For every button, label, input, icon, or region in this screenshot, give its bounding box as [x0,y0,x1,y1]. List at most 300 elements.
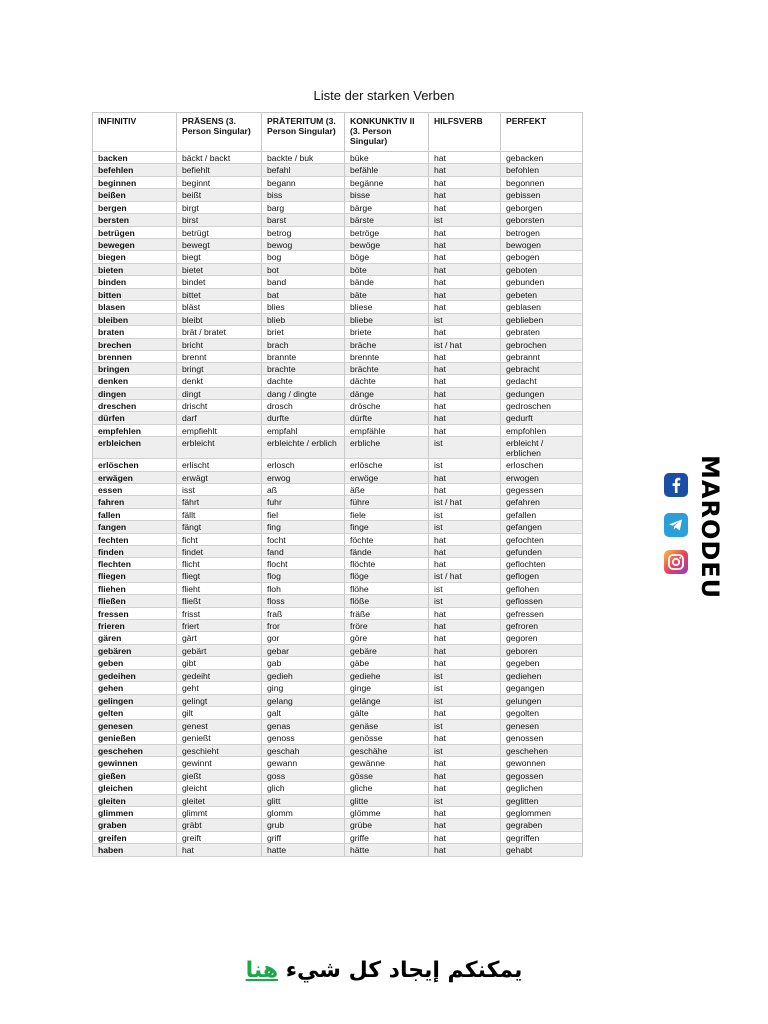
cell-infinitiv: fliegen [93,570,177,583]
cell-praesens: birst [177,214,262,227]
cell-konjunktiv: fände [345,545,429,558]
cell-perfekt: gegraben [501,819,583,832]
cell-hilfsverb: ist / hat [429,570,501,583]
cell-konjunktiv: bliese [345,301,429,314]
cell-hilfsverb: hat [429,782,501,795]
cell-praeteritum: gewann [262,757,345,770]
cell-perfekt: geblieben [501,313,583,326]
cell-praeteritum: barst [262,214,345,227]
cell-praesens: ficht [177,533,262,545]
cell-konjunktiv: befähle [345,164,429,177]
strong-verbs-table [92,112,583,857]
cell-hilfsverb: ist [429,694,501,707]
header-infinitiv: INFINITIV [93,113,177,152]
cell-praesens: brät / bratet [177,326,262,339]
cell-praesens: gibt [177,657,262,670]
table-row [93,669,583,682]
table-row [93,459,583,472]
cell-perfekt: gefochten [501,533,583,545]
cell-praeteritum: gab [262,657,345,670]
table-row [93,632,583,645]
cell-konjunktiv: dächte [345,375,429,388]
cell-konjunktiv: gediehe [345,669,429,682]
cell-hilfsverb: hat [429,375,501,388]
table-row [93,201,583,214]
cell-konjunktiv: finge [345,521,429,534]
table-row [93,152,583,164]
cell-konjunktiv: glömme [345,807,429,819]
table-row [93,263,583,276]
cell-praeteritum: bot [262,263,345,276]
table-row [93,412,583,425]
cell-praesens: gärt [177,632,262,645]
cell-hilfsverb: ist / hat [429,338,501,350]
cell-konjunktiv: dänge [345,387,429,400]
cell-praeteritum: empfahl [262,424,345,437]
cell-praesens: gleicht [177,782,262,795]
table-row [93,276,583,289]
cell-konjunktiv: flöhe [345,582,429,595]
cell-praeteritum: dachte [262,375,345,388]
cell-konjunktiv: genösse [345,732,429,745]
cell-konjunktiv: bärste [345,214,429,227]
cell-praeteritum: brachte [262,363,345,375]
cell-praesens: erwägt [177,471,262,483]
cell-praesens: bindet [177,276,262,289]
cell-praesens: gleitet [177,794,262,807]
cell-hilfsverb: ist [429,744,501,757]
cell-infinitiv: bitten [93,288,177,301]
cell-praesens: denkt [177,375,262,388]
cell-hilfsverb: hat [429,607,501,619]
cell-infinitiv: gehen [93,682,177,695]
cell-konjunktiv: hätte [345,844,429,857]
cell-praeteritum: galt [262,707,345,720]
cell-praeteritum: ging [262,682,345,695]
table-row [93,496,583,509]
cell-hilfsverb: hat [429,707,501,720]
cell-praeteritum: bog [262,251,345,264]
cell-konjunktiv: betröge [345,226,429,239]
cell-praeteritum: brach [262,338,345,350]
cell-infinitiv: geschehen [93,744,177,757]
cell-hilfsverb: hat [429,189,501,202]
cell-praesens: befiehlt [177,164,262,177]
table-row [93,595,583,608]
cell-infinitiv: backen [93,152,177,164]
cell-infinitiv: fressen [93,607,177,619]
cell-praesens: betrügt [177,226,262,239]
cell-infinitiv: fließen [93,595,177,608]
cell-perfekt: gefahren [501,496,583,509]
cell-praesens: gießt [177,769,262,782]
cell-konjunktiv: gewänne [345,757,429,770]
cell-infinitiv: essen [93,483,177,496]
cell-konjunktiv: grübe [345,819,429,832]
cell-praesens: gedeiht [177,669,262,682]
cell-perfekt: gewonnen [501,757,583,770]
banner-link[interactable]: هنا [245,958,279,983]
cell-praesens: frisst [177,607,262,619]
cell-praeteritum: blies [262,301,345,314]
cell-hilfsverb: hat [429,239,501,251]
cell-infinitiv: gären [93,632,177,645]
cell-konjunktiv: drösche [345,400,429,412]
cell-perfekt: erwogen [501,471,583,483]
cell-praesens: bleibt [177,313,262,326]
cell-infinitiv: befehlen [93,164,177,177]
cell-infinitiv: brennen [93,350,177,363]
cell-praesens: fängt [177,521,262,534]
cell-infinitiv: glimmen [93,807,177,819]
cell-infinitiv: fechten [93,533,177,545]
cell-konjunktiv: gäbe [345,657,429,670]
table-row [93,744,583,757]
cell-konjunktiv: ginge [345,682,429,695]
cell-hilfsverb: hat [429,807,501,819]
table-row [93,483,583,496]
table-row [93,471,583,483]
cell-konjunktiv: glitte [345,794,429,807]
table-row [93,437,583,459]
cell-perfekt: befohlen [501,164,583,177]
table-row [93,176,583,189]
table-row [93,313,583,326]
cell-praesens: isst [177,483,262,496]
cell-perfekt: gegolten [501,707,583,720]
cell-hilfsverb: ist [429,214,501,227]
cell-hilfsverb: hat [429,424,501,437]
cell-infinitiv: gewinnen [93,757,177,770]
cell-praesens: gewinnt [177,757,262,770]
instagram-icon[interactable] [664,550,688,574]
cell-hilfsverb: ist [429,582,501,595]
promo-banner [0,958,768,983]
cell-infinitiv: gelingen [93,694,177,707]
cell-perfekt: gediehen [501,669,583,682]
cell-konjunktiv: führe [345,496,429,509]
cell-praesens: bringt [177,363,262,375]
cell-infinitiv: fangen [93,521,177,534]
table-row [93,570,583,583]
cell-praeteritum: griff [262,831,345,844]
cell-perfekt: gebogen [501,251,583,264]
table-row [93,350,583,363]
cell-praesens: genest [177,719,262,732]
cell-infinitiv: bergen [93,201,177,214]
cell-infinitiv: erlöschen [93,459,177,472]
cell-perfekt: geboten [501,263,583,276]
telegram-icon[interactable] [664,513,688,537]
table-row [93,239,583,251]
table-row [93,508,583,521]
cell-praeteritum: backte / buk [262,152,345,164]
cell-infinitiv: bringen [93,363,177,375]
cell-hilfsverb: ist [429,794,501,807]
header-konjunktiv: KONKUNKTIV II (3. Person Singular) [345,113,429,152]
cell-perfekt: erbleicht / erblichen [501,437,583,459]
cell-praesens: friert [177,619,262,632]
cell-praeteritum: hatte [262,844,345,857]
table-row [93,533,583,545]
cell-hilfsverb: hat [429,363,501,375]
cell-praesens: bläst [177,301,262,314]
cell-perfekt: geglitten [501,794,583,807]
table-row [93,189,583,202]
cell-perfekt: gedurft [501,412,583,425]
cell-praeteritum: begann [262,176,345,189]
cell-hilfsverb: hat [429,326,501,339]
header-praeteritum: PRÄTERITUM (3. Person Singular) [262,113,345,152]
cell-praeteritum: gelang [262,694,345,707]
cell-konjunktiv: föchte [345,533,429,545]
cell-hilfsverb: ist [429,521,501,534]
cell-hilfsverb: hat [429,471,501,483]
cell-hilfsverb: hat [429,732,501,745]
cell-praeteritum: drosch [262,400,345,412]
table-row [93,619,583,632]
cell-infinitiv: blasen [93,301,177,314]
cell-infinitiv: geben [93,657,177,670]
cell-infinitiv: gebären [93,644,177,657]
cell-perfekt: gebunden [501,276,583,289]
cell-hilfsverb: hat [429,201,501,214]
cell-praeteritum: fiel [262,508,345,521]
cell-konjunktiv: flöchte [345,558,429,570]
cell-perfekt: geschehen [501,744,583,757]
cell-infinitiv: gedeihen [93,669,177,682]
cell-hilfsverb: hat [429,251,501,264]
document-title: Liste der starken Verben [313,88,455,103]
cell-hilfsverb: ist [429,508,501,521]
cell-praeteritum: gedieh [262,669,345,682]
cell-perfekt: begonnen [501,176,583,189]
cell-praeteritum: fraß [262,607,345,619]
cell-infinitiv: brechen [93,338,177,350]
cell-praeteritum: fror [262,619,345,632]
cell-konjunktiv: brächte [345,363,429,375]
table-row [93,719,583,732]
table-row [93,819,583,832]
cell-konjunktiv: böte [345,263,429,276]
cell-konjunktiv: gösse [345,769,429,782]
cell-praesens: erlischt [177,459,262,472]
cell-infinitiv: dreschen [93,400,177,412]
cell-praesens: gräbt [177,819,262,832]
cell-perfekt: gegoren [501,632,583,645]
table-row [93,682,583,695]
cell-hilfsverb: hat [429,164,501,177]
cell-perfekt: geflossen [501,595,583,608]
cell-infinitiv: beißen [93,189,177,202]
cell-infinitiv: genesen [93,719,177,732]
cell-praesens: darf [177,412,262,425]
table-row [93,707,583,720]
facebook-icon[interactable] [664,473,688,497]
cell-konjunktiv: dürfte [345,412,429,425]
cell-perfekt: erloschen [501,459,583,472]
table-row [93,694,583,707]
cell-praesens: gilt [177,707,262,720]
cell-perfekt: geborgen [501,201,583,214]
cell-perfekt: geflogen [501,570,583,583]
cell-konjunktiv: bärge [345,201,429,214]
cell-konjunktiv: bräche [345,338,429,350]
table-row [93,657,583,670]
cell-perfekt: gebacken [501,152,583,164]
cell-infinitiv: flechten [93,558,177,570]
cell-perfekt: empfohlen [501,424,583,437]
cell-infinitiv: genießen [93,732,177,745]
cell-konjunktiv: brennte [345,350,429,363]
table-row [93,558,583,570]
cell-praeteritum: goss [262,769,345,782]
cell-hilfsverb: ist [429,595,501,608]
cell-infinitiv: denken [93,375,177,388]
cell-hilfsverb: hat [429,558,501,570]
cell-infinitiv: graben [93,819,177,832]
cell-praesens: greift [177,831,262,844]
cell-perfekt: geborsten [501,214,583,227]
header-praesens: PRÄSENS (3. Person Singular) [177,113,262,152]
cell-perfekt: gegriffen [501,831,583,844]
table-row [93,387,583,400]
cell-hilfsverb: hat [429,819,501,832]
cell-hilfsverb: hat [429,152,501,164]
cell-praesens: flicht [177,558,262,570]
cell-infinitiv: beginnen [93,176,177,189]
cell-praeteritum: gebar [262,644,345,657]
cell-infinitiv: gleichen [93,782,177,795]
cell-praeteritum: glich [262,782,345,795]
cell-praesens: findet [177,545,262,558]
cell-praesens: empfiehlt [177,424,262,437]
cell-infinitiv: fliehen [93,582,177,595]
cell-konjunktiv: genäse [345,719,429,732]
cell-praesens: geschieht [177,744,262,757]
cell-praeteritum: fuhr [262,496,345,509]
table-row [93,400,583,412]
cell-praesens: bäckt / backt [177,152,262,164]
cell-perfekt: gebraten [501,326,583,339]
cell-infinitiv: erbleichen [93,437,177,459]
cell-konjunktiv: göre [345,632,429,645]
cell-praesens: glimmt [177,807,262,819]
table-row [93,288,583,301]
cell-hilfsverb: hat [429,226,501,239]
table-row [93,363,583,375]
cell-praeteritum: erlosch [262,459,345,472]
cell-praeteritum: glomm [262,807,345,819]
cell-praeteritum: durfte [262,412,345,425]
cell-praeteritum: dang / dingte [262,387,345,400]
cell-infinitiv: dürfen [93,412,177,425]
cell-hilfsverb: hat [429,545,501,558]
cell-praeteritum: blieb [262,313,345,326]
cell-perfekt: betrogen [501,226,583,239]
cell-perfekt: gelungen [501,694,583,707]
table-row [93,545,583,558]
cell-hilfsverb: hat [429,350,501,363]
cell-perfekt: geflohen [501,582,583,595]
cell-praesens: beginnt [177,176,262,189]
cell-praesens: brennt [177,350,262,363]
cell-hilfsverb: hat [429,757,501,770]
table-row [93,301,583,314]
banner-text: يمكنكم إيجاد كل شيء [278,958,523,983]
cell-hilfsverb: ist / hat [429,496,501,509]
cell-praesens: bricht [177,338,262,350]
header-perfekt: PERFEKT [501,113,583,152]
table-body [93,152,583,857]
cell-konjunktiv: erlösche [345,459,429,472]
cell-perfekt: gefangen [501,521,583,534]
cell-infinitiv: fahren [93,496,177,509]
cell-hilfsverb: hat [429,412,501,425]
cell-praeteritum: band [262,276,345,289]
cell-praesens: bittet [177,288,262,301]
table-row [93,226,583,239]
cell-hilfsverb: ist [429,719,501,732]
cell-hilfsverb: ist [429,437,501,459]
cell-praeteritum: briet [262,326,345,339]
cell-hilfsverb: hat [429,176,501,189]
cell-perfekt: bewogen [501,239,583,251]
cell-perfekt: gedungen [501,387,583,400]
cell-konjunktiv: bliebe [345,313,429,326]
table-row [93,214,583,227]
cell-praeteritum: barg [262,201,345,214]
cell-praeteritum: grub [262,819,345,832]
cell-praesens: biegt [177,251,262,264]
cell-infinitiv: biegen [93,251,177,264]
cell-hilfsverb: hat [429,387,501,400]
cell-konjunktiv: erbliche [345,437,429,459]
cell-infinitiv: fallen [93,508,177,521]
cell-praeteritum: floh [262,582,345,595]
cell-perfekt: gebracht [501,363,583,375]
cell-praeteritum: betrog [262,226,345,239]
cell-praesens: erbleicht [177,437,262,459]
cell-konjunktiv: bände [345,276,429,289]
cell-hilfsverb: hat [429,831,501,844]
table-row [93,807,583,819]
cell-perfekt: geblasen [501,301,583,314]
cell-infinitiv: betrügen [93,226,177,239]
cell-perfekt: gefunden [501,545,583,558]
cell-praesens: geht [177,682,262,695]
cell-praesens: bietet [177,263,262,276]
cell-hilfsverb: hat [429,400,501,412]
table-row [93,251,583,264]
cell-praeteritum: flog [262,570,345,583]
cell-praeteritum: glitt [262,794,345,807]
cell-infinitiv: bieten [93,263,177,276]
cell-perfekt: genesen [501,719,583,732]
cell-perfekt: gegessen [501,483,583,496]
table-row [93,338,583,350]
cell-infinitiv: finden [93,545,177,558]
table-row [93,521,583,534]
cell-praesens: gebärt [177,644,262,657]
cell-praesens: beißt [177,189,262,202]
table-row [93,844,583,857]
cell-infinitiv: dingen [93,387,177,400]
cell-praeteritum: geschah [262,744,345,757]
table-row [93,782,583,795]
cell-perfekt: genossen [501,732,583,745]
cell-perfekt: gefroren [501,619,583,632]
